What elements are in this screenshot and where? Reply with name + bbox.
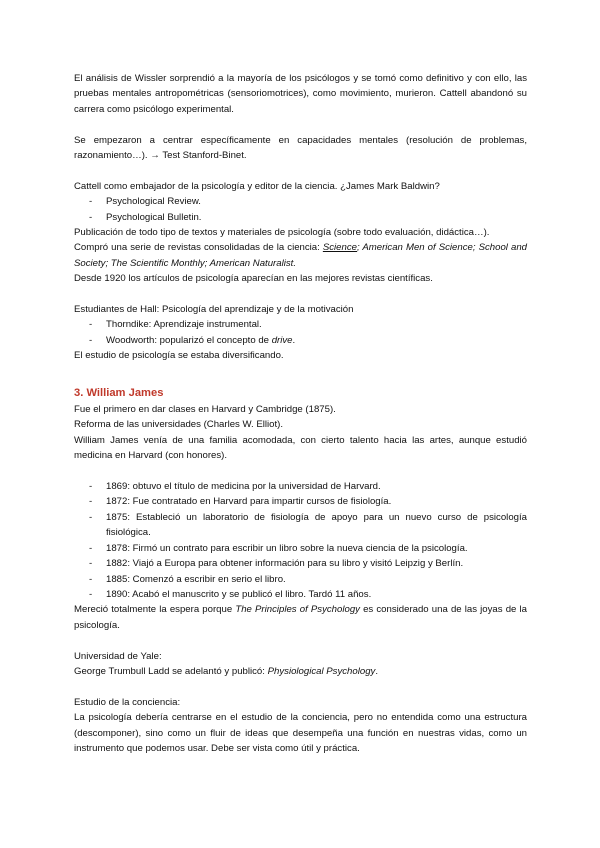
paragraph-principles bbox=[74, 602, 527, 633]
dash-bullet: - bbox=[89, 196, 93, 208]
dash-bullet: - bbox=[89, 334, 93, 346]
dash-bullet: - bbox=[89, 588, 93, 600]
text-span: Mereció totalmente la espera porque bbox=[74, 604, 236, 616]
paragraph-1920: Desde 1920 los artículos de psicología aparecían en las mejores revistas científicas. bbox=[74, 273, 433, 285]
paragraph-ladd bbox=[74, 664, 527, 679]
paragraph-conciencia: La psicología debería centrarse en el estudio de la conciencia, pero no entendida como una estructura (descomponer), sino como un fluir de ideas que desempeña una función en nuestras vidas, como un instrumento que podemos usar. Debe ser vista como útil y práctica. bbox=[74, 712, 527, 754]
timeline-item bbox=[74, 494, 527, 509]
timeline-text: 1869: obtuvo el título de medicina por la universidad de Harvard. bbox=[106, 481, 381, 493]
timeline-item bbox=[74, 587, 527, 602]
paragraph-yale: Universidad de Yale: bbox=[74, 650, 162, 662]
paragraph-revistas bbox=[74, 240, 527, 271]
paragraph-familia: William James venía de una familia acomodada, con cierto talento hacia las artes, aunque estudió medicina en Harvard (con honores). bbox=[74, 434, 527, 462]
text-span: es considerado una de las joyas de la psicología. bbox=[74, 604, 527, 631]
timeline-text: 1878: Firmó un contrato para escribir un libro sobre la nueva ciencia de la psicología. bbox=[106, 542, 468, 554]
dash-bullet: - bbox=[89, 511, 93, 523]
text-span: Compró una serie de revistas consolidadas de la ciencia: bbox=[74, 242, 323, 254]
text-span: Woodworth: popularizó el concepto de bbox=[106, 334, 272, 346]
spacer bbox=[74, 163, 527, 178]
spacer bbox=[74, 117, 527, 132]
paragraph-conciencia-title: Estudio de la conciencia: bbox=[74, 696, 181, 708]
paragraph-diversificando: El estudio de psicología se estaba diversificando. bbox=[74, 350, 284, 362]
spacer bbox=[74, 633, 527, 648]
list-item bbox=[74, 194, 527, 209]
text-span: . bbox=[292, 334, 296, 346]
text-span: George Trumbull Ladd se adelantó y publicó: bbox=[74, 665, 268, 677]
paragraph-publicacion: Publicación de todo tipo de textos y materiales de psicología (sobre todo evaluación, didáctica…). bbox=[74, 227, 490, 239]
list-item bbox=[74, 210, 527, 225]
dash-bullet: - bbox=[89, 481, 93, 493]
spacer bbox=[74, 287, 527, 302]
dash-bullet: - bbox=[89, 542, 93, 554]
list-item bbox=[74, 317, 527, 332]
section-heading: 3. William James bbox=[74, 387, 164, 400]
book-title: Physiological Psychology bbox=[267, 665, 376, 677]
timeline-list bbox=[74, 479, 527, 602]
dash-bullet: - bbox=[89, 211, 93, 223]
timeline-item bbox=[74, 510, 527, 541]
list-item-text: Thorndike: Aprendizaje instrumental. bbox=[106, 319, 262, 331]
spacer bbox=[74, 364, 527, 379]
timeline-item bbox=[74, 572, 527, 587]
students-list bbox=[74, 317, 527, 348]
paragraph-cattell: Cattell como embajador de la psicología y editor de la ciencia. ¿James Mark Baldwin? bbox=[74, 180, 440, 192]
paragraph-wissler: El análisis de Wissler sorprendió a la mayoría de los psicólogos y se tomó como definitivo y con ello, las pruebas mentales antropométricas (sensoriomotrices), como movimiento, murieron. Cattell abandonó su carrera como psicólogo experimental. bbox=[74, 73, 527, 115]
journal-names: ; American Men of Science; School and Society; The Scientific Monthly; American Naturalist. bbox=[74, 242, 527, 269]
dash-bullet: - bbox=[89, 573, 93, 585]
paragraph-hall: Estudiantes de Hall: Psicología del aprendizaje y de la motivación bbox=[74, 304, 354, 316]
dash-bullet: - bbox=[89, 319, 93, 331]
timeline-text: 1882: Viajó a Europa para obtener información para su libro y visitó Leipzig y Berlín. bbox=[106, 558, 464, 570]
emphasis-drive: drive bbox=[271, 334, 293, 346]
paragraph-capacidades: Se empezaron a centrar específicamente en capacidades mentales (resolución de problemas, razonamiento…). → Test Stanford-Binet. bbox=[74, 134, 527, 162]
dash-bullet: - bbox=[89, 496, 93, 508]
timeline-text: 1885: Comenzó a escribir en serio el libro. bbox=[106, 573, 286, 585]
list-item-text: Psychological Review. bbox=[106, 196, 201, 208]
timeline-text: 1875: Estableció un laboratorio de fisiología de apoyo para un nuevo curso de psicología fisiológica. bbox=[106, 511, 527, 539]
timeline-item bbox=[74, 541, 527, 556]
list-item-text: Psychological Bulletin. bbox=[106, 211, 202, 223]
book-title: The Principles of Psychology bbox=[235, 604, 360, 616]
spacer bbox=[74, 464, 527, 479]
paragraph-harvard: Fue el primero en dar clases en Harvard y Cambridge (1875). bbox=[74, 404, 336, 416]
spacer bbox=[74, 679, 527, 694]
journal-list bbox=[74, 194, 527, 225]
paragraph-reforma: Reforma de las universidades (Charles W. Elliot). bbox=[74, 419, 284, 431]
list-item bbox=[74, 333, 527, 348]
timeline-item bbox=[74, 556, 527, 571]
dash-bullet: - bbox=[89, 558, 93, 570]
timeline-item bbox=[74, 479, 527, 494]
timeline-text: 1872: Fue contratado en Harvard para impartir cursos de fisiología. bbox=[106, 496, 392, 508]
text-span: . bbox=[375, 665, 379, 677]
science-link[interactable]: Science bbox=[322, 242, 357, 254]
timeline-text: 1890: Acabó el manuscrito y se publicó el libro. Tardó 11 años. bbox=[106, 588, 372, 600]
